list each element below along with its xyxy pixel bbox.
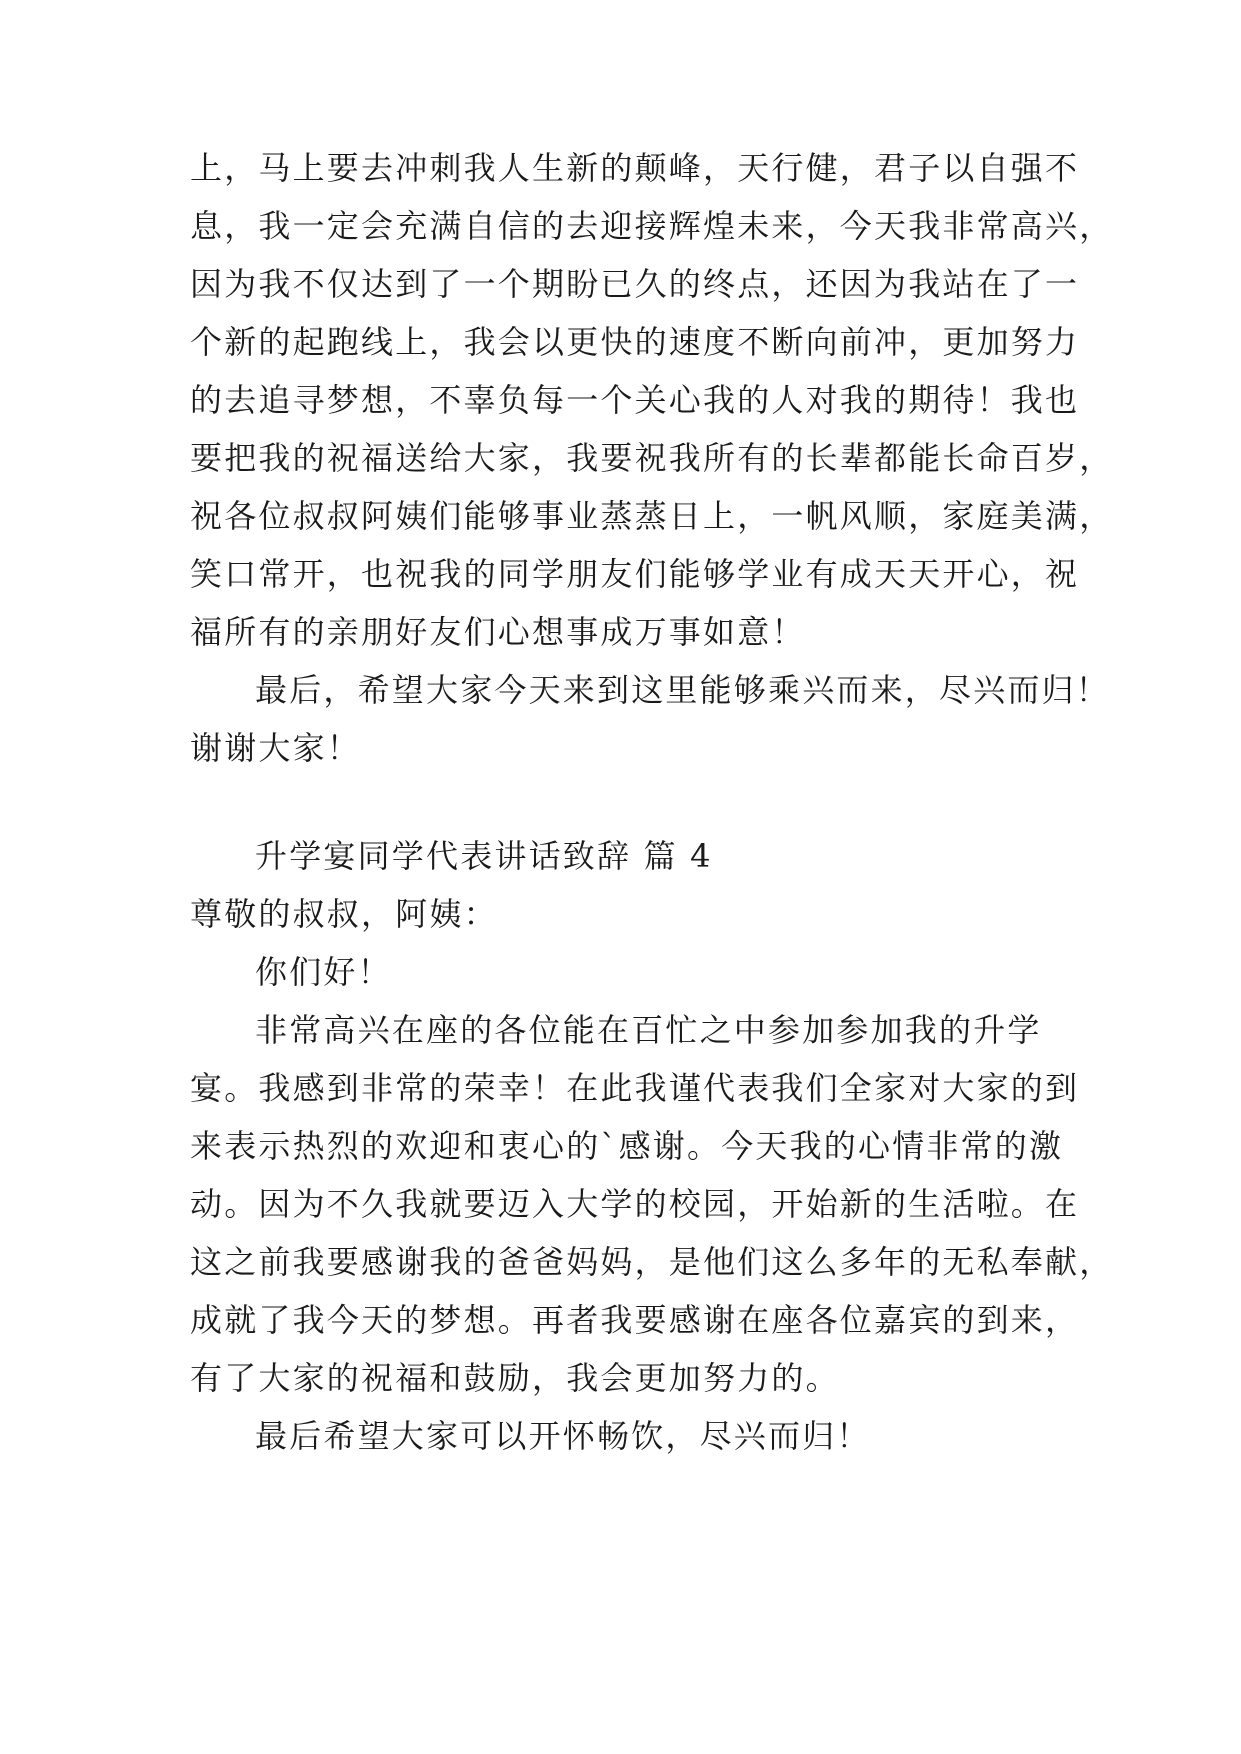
paragraph-line: 宴。我感到非常的荣幸！在此我谨代表我们全家对大家的到 [190,1069,1080,1107]
closing-line: 最后希望大家可以开怀畅饮，尽兴而归！ [255,1417,871,1455]
paragraph-line: 笑口常开，也祝我的同学朋友们能够学业有成天天开心，祝 [190,555,1080,593]
paragraph-line: 息，我一定会充满自信的去迎接辉煌未来，今天我非常高兴， [190,207,1114,245]
paragraph-line: 有了大家的祝福和鼓励，我会更加努力的。 [190,1359,840,1397]
paragraph-line: 成就了我今天的梦想。再者我要感谢在座各位嘉宾的到来， [190,1301,1080,1339]
paragraph-line: 因为我不仅达到了一个期盼已久的终点，还因为我站在了一 [190,265,1080,303]
paragraph-line: 祝各位叔叔阿姨们能够事业蒸蒸日上，一帆风顺，家庭美满， [190,497,1114,535]
paragraph-line: 这之前我要感谢我的爸爸妈妈，是他们这么多年的无私奉献， [190,1243,1114,1281]
greeting: 你们好！ [255,953,392,991]
paragraph-line: 来表示热烈的欢迎和衷心的`感谢。今天我的心情非常的激 [190,1127,1064,1165]
closing-line: 最后，希望大家今天来到这里能够乘兴而来，尽兴而归！ [255,671,1111,709]
salutation: 尊敬的叔叔，阿姨： [190,895,498,933]
paragraph-line: 非常高兴在座的各位能在百忙之中参加参加我的升学 [255,1011,1042,1049]
paragraph-line: 动。因为不久我就要迈入大学的校园，开始新的生活啦。在 [190,1185,1080,1223]
paragraph-line: 个新的起跑线上，我会以更快的速度不断向前冲，更加努力 [190,323,1080,361]
paragraph-line: 的去追寻梦想，不辜负每一个关心我的人对我的期待！我也 [190,381,1080,419]
paragraph-line: 上，马上要去冲刺我人生新的颠峰，天行健，君子以自强不 [190,149,1080,187]
section-title: 升学宴同学代表讲话致辞 篇 4 [255,837,713,875]
paragraph-line: 福所有的亲朋好友们心想事成万事如意！ [190,613,806,651]
thanks-line: 谢谢大家！ [190,729,362,767]
paragraph-line: 要把我的祝福送给大家，我要祝我所有的长辈都能长命百岁， [190,439,1114,477]
